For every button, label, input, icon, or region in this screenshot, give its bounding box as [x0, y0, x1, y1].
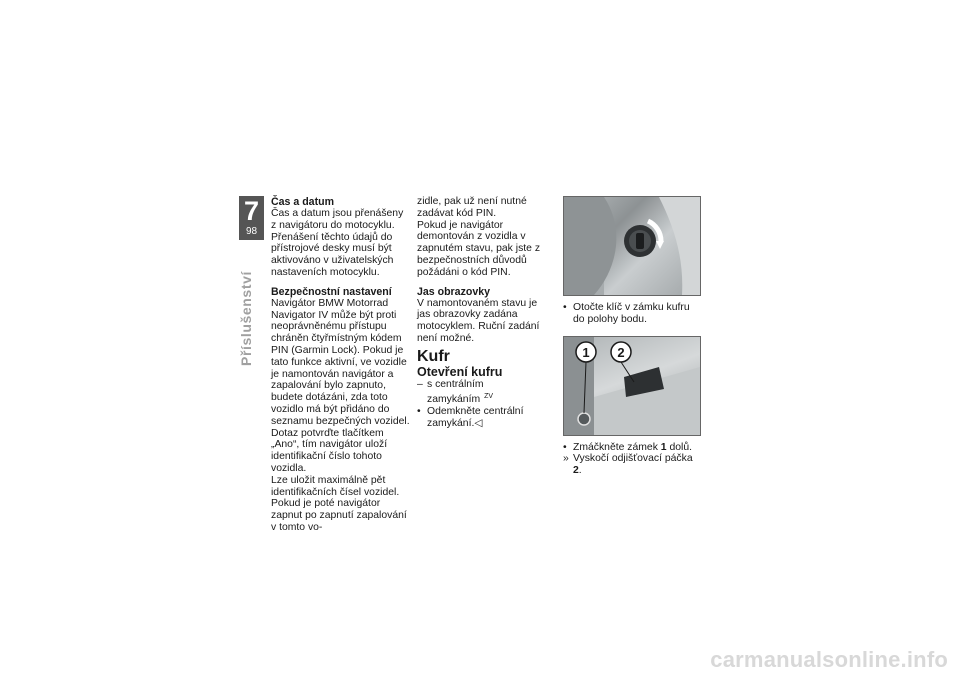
paragraph-continued: zidle, pak už není nutné zadávat kód PIN.: [417, 196, 527, 219]
heading-brightness: Jas obrazovky: [417, 285, 491, 298]
photo-case-release: [563, 336, 701, 436]
step-press-text-end: dolů.: [666, 441, 692, 453]
case-release-illustration: [564, 337, 700, 435]
column-2: [417, 196, 549, 430]
heading-time-date: Čas a datum: [271, 196, 334, 208]
step-turn-key-text: Otočte klíč v zámku kufru do polohy bodu.: [573, 302, 690, 325]
result-text: Vyskočí odjišťovací páčka: [573, 453, 693, 465]
chapter-title: Příslušenství: [238, 271, 254, 366]
step-press-ref: 1: [660, 441, 667, 453]
paragraph-security: Navigátor BMW Motorrad Navigator IV může být proti neoprávněnému přístupu chráněn čtyřmístným kódem PIN (Garmin Lock). Pokud je tato funkce aktivní, ve vozidle je namontován navigátor a zapalování bylo zapnuto, budete dotázáni, zda toto vozidlo má být přidáno do seznamu bezpečných vozidel. Dotaz potvrďte tlačítkem „Ano“, tím navigátor uloží identifikační číslo tohoto vozidla.: [271, 297, 410, 474]
bullet-marker: •: [417, 405, 421, 417]
result-text-end: .: [578, 465, 582, 477]
paragraph-time-date: Čas a datum jsou přenášeny z navigátoru do motocyklu. Přenášení těchto údajů do přístrojové desky musí být aktivováno v uživatelských nastaveních motocyklu.: [271, 208, 404, 278]
step-press-text: Zmáčkněte zámek: [573, 441, 661, 453]
watermark: carmanualsonline.info: [710, 647, 948, 672]
bullet-marker: •: [563, 302, 567, 313]
result-lever: [563, 453, 703, 477]
section-title-case: Kufr: [417, 347, 450, 365]
bullet-marker: •: [563, 441, 567, 453]
step-unlock-text: Odemkněte centrální zamykání.◁: [427, 405, 524, 429]
chapter-number: 7: [243, 196, 260, 226]
result-marker: »: [563, 453, 569, 465]
column-1: [271, 196, 411, 534]
step-unlock: [417, 406, 549, 430]
step-press-lock: [563, 442, 703, 454]
callout-1: 1: [582, 344, 590, 360]
subsection-title-open-case: Otevření kufru: [417, 364, 503, 379]
optional-equipment-mark: ZV: [484, 393, 494, 401]
case-lock-illustration: [564, 197, 700, 295]
callout-2: 2: [617, 344, 625, 360]
step-turn-key: [563, 302, 703, 326]
result-ref: 2: [573, 465, 579, 477]
paragraph-brightness: V namontovaném stavu je jas obrazovky zadána motocyklem. Ruční zadání není možné.: [417, 297, 540, 344]
condition-item: [417, 379, 549, 406]
paragraph-save-limit: Lze uložit maximálně pět identifikačních čísel vozidel.: [271, 474, 400, 498]
heading-security: Bezpečnostní nastavení: [271, 285, 392, 298]
condition-text: s centrálním zamykáním: [427, 379, 484, 406]
paragraph-after: Pokud je poté navigátor zapnut po zapnutí zapalování v tomto vo-: [271, 498, 407, 533]
paragraph-removal: Pokud je navigátor demontován z vozidla v zapnutém stavu, pak jste z bezpečnostních důvodů požádáni o kód PIN.: [417, 219, 541, 278]
column-3: [563, 196, 703, 477]
page-number: 98: [245, 226, 258, 237]
chapter-tab: [239, 196, 264, 240]
dash-marker: –: [417, 379, 423, 391]
photo-case-lock-key: [563, 196, 701, 296]
